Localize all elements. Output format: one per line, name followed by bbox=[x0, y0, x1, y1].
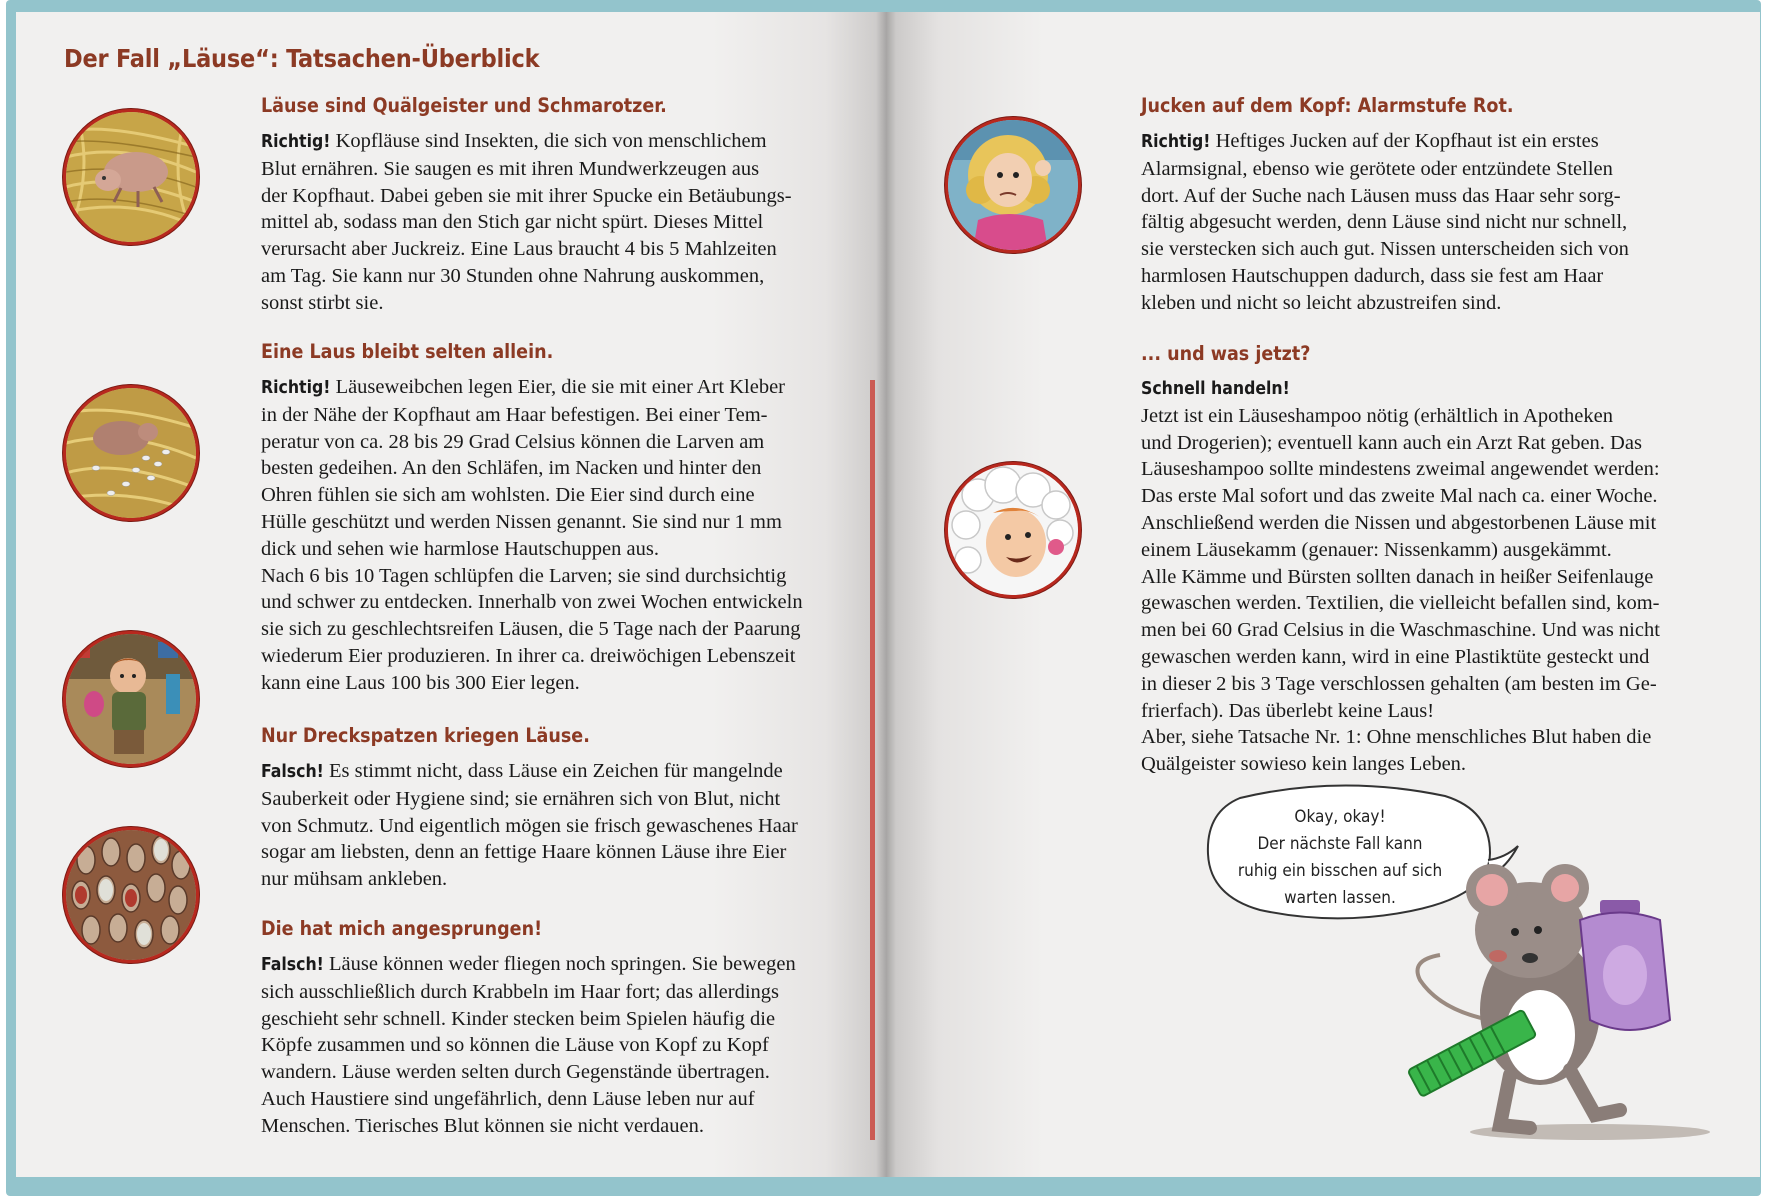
fact-text: Läuseweibchen legen Eier, die sie mit einer Art Kleber in der Nähe der Kopfhaut am Haar befestigen. Bei einer Tem- peratur von ca. 28 bis 29 Grad Celsius können die Larven am besten gedeihen. An den Schläfen, im Nacken und hinter den Ohren fühlen sie sich am wohlsten. Die Eier sind durch eine Hülle geschützt und werden Nissen genannt. Sie sind nur 1 mm dick und sehen wie harmlose Hautschuppen aus. Nach 6 bis 10 Tagen schlüpfen die Larven; sie sind durchsichtig und schwer zu entdecken. Innerhalb von zwei Wochen entwickeln sie sich zu geschlechtsreifen Läusen, die 5 Tage nach der Paarung wiederum Eier produzieren. In ihrer ca. dreiwöchigen Lebenszeit kann eine Laus 100 bis 300 Eier legen. bbox=[261, 376, 803, 694]
louse-illustration bbox=[66, 112, 196, 242]
fact-section-4 bbox=[261, 917, 861, 1140]
action-subheading: Schnell handeln! bbox=[1141, 379, 1290, 399]
verdict-label: Richtig! bbox=[261, 132, 331, 152]
louse-eggs-illustration bbox=[66, 388, 196, 518]
action-text: Jetzt ist ein Läuseshampoo nötig (erhältlich in Apotheken und Drogerien); eventuell kann auch ein Arzt Rat geben. Das Läuseshampoo sollte mindestens zweimal angewendet werden: Das erste Mal sofort und das zweite Mal nach ca. einer Woche. Anschließend werden die Nissen und abgestorbenen Läuse mit einem Läusekamm (genauer: Nissenkamm) ausgekämmt. Alle Kämme und Bürsten sollten danach in heißer Seifenlauge gewaschen werden. Textilien, die vielleicht befallen sind, kom- men bei 60 Grad Celsius in die Waschmaschine. Und was nicht gewaschen werden kann, wird in eine Plastiktüte gesteckt und in dieser 2 bis 3 Tage verschlossen gehalten (am besten im Ge- frierfach). Das überlebt keine Laus! Aber, siehe Tatsache Nr. 1: Ohne menschliches Blut haben die Quälgeister sowieso kein langes Leben. bbox=[1141, 404, 1660, 776]
fact-section-1 bbox=[261, 94, 861, 317]
fact-text: Läuse können weder fliegen noch springen. Sie bewegen sich ausschließlich durch Krabbeln im Haar fort; das allerdings geschieht sehr schnell. Kinder stecken beim Spielen häufig die Köpfe zusammen und so können die Läuse von Kopf zu Kopf wandern. Läuse werden selten durch Gegenstände übertragen. Auch Haustiere sind ungefährlich, denn Läuse leben nur auf Menschen. Tierisches Blut können sie nicht verdauen. bbox=[261, 953, 796, 1137]
fact-body bbox=[1141, 128, 1741, 317]
fact-text: Kopfläuse sind Insekten, die sich von menschlichem Blut ernähren. Sie saugen es mit ihren Mundwerkzeugen aus der Kopfhaut. Dabei geben sie mit ihrer Spucke ein Betäubungs- mittel ab, sodass man den Stich gar nicht spürt. Dieses Mittel verursacht aber Juckreiz. Eine Laus braucht 4 bis 5 Mahlzeiten am Tag. Sie kann nur 30 Stunden ohne Nahrung auskommen, sonst stirbt sie. bbox=[261, 130, 792, 314]
fact-heading: Jucken auf dem Kopf: Alarmstufe Rot. bbox=[1141, 94, 1514, 117]
fact-body bbox=[261, 374, 861, 697]
page-edge bbox=[870, 380, 875, 1140]
mouse-with-comb-illustration bbox=[1380, 860, 1750, 1145]
fact-section-2 bbox=[261, 340, 861, 697]
fact-body bbox=[261, 128, 861, 317]
page-title: Der Fall „Läuse“: Tatsachen-Überblick bbox=[64, 44, 540, 73]
verdict-label: Richtig! bbox=[261, 378, 331, 398]
action-section bbox=[1141, 342, 1741, 778]
fact-body bbox=[261, 951, 861, 1140]
shampoo-hair-illustration bbox=[948, 465, 1078, 595]
lice-crowd-illustration bbox=[66, 830, 196, 960]
fact-section-3 bbox=[261, 724, 861, 893]
itchy-girl-illustration bbox=[948, 120, 1078, 250]
verdict-label: Richtig! bbox=[1141, 132, 1211, 152]
fact-text: Heftiges Jucken auf der Kopfhaut ist ein erstes Alarmsignal, ebenso wie gerötete oder entzündete Stellen dort. Auf der Suche nach Läusen muss das Haar sehr sorg- fältig abgesucht werden, denn Läuse sind nicht nur schnell, sie verstecken sich auch gut. Nissen unterscheiden sich von harmlosen Hautschuppen dadurch, dass sie fest am Haar kleben und nicht so leicht abzustreifen sind. bbox=[1141, 130, 1629, 314]
action-heading: ... und was jetzt? bbox=[1141, 342, 1311, 365]
fact-section-5 bbox=[1141, 94, 1741, 317]
fact-text: Es stimmt nicht, dass Läuse ein Zeichen für mangelnde Sauberkeit oder Hygiene sind; sie ernähren sich von Blut, nicht von Schmutz. Und eigentlich mögen sie frisch gewaschenes Haar sogar am liebsten, denn an fettige Haare können Läuse ihre Eier nur mühsam ankleben. bbox=[261, 760, 798, 891]
verdict-label: Falsch! bbox=[261, 762, 324, 782]
fact-heading: Läuse sind Quälgeister und Schmarotzer. bbox=[261, 94, 667, 117]
sad-boy-illustration bbox=[66, 634, 196, 764]
book-gutter bbox=[876, 12, 896, 1177]
fact-body bbox=[261, 758, 861, 893]
fact-heading: Die hat mich angesprungen! bbox=[261, 917, 543, 940]
fact-heading: Eine Laus bleibt selten allein. bbox=[261, 340, 554, 363]
fact-heading: Nur Dreckspatzen kriegen Läuse. bbox=[261, 724, 590, 747]
speech-bubble-text: Okay, okay! Der nächste Fall kann ruhig ein bisschen auf sich warten lassen. bbox=[1237, 807, 1443, 908]
verdict-label: Falsch! bbox=[261, 955, 324, 975]
